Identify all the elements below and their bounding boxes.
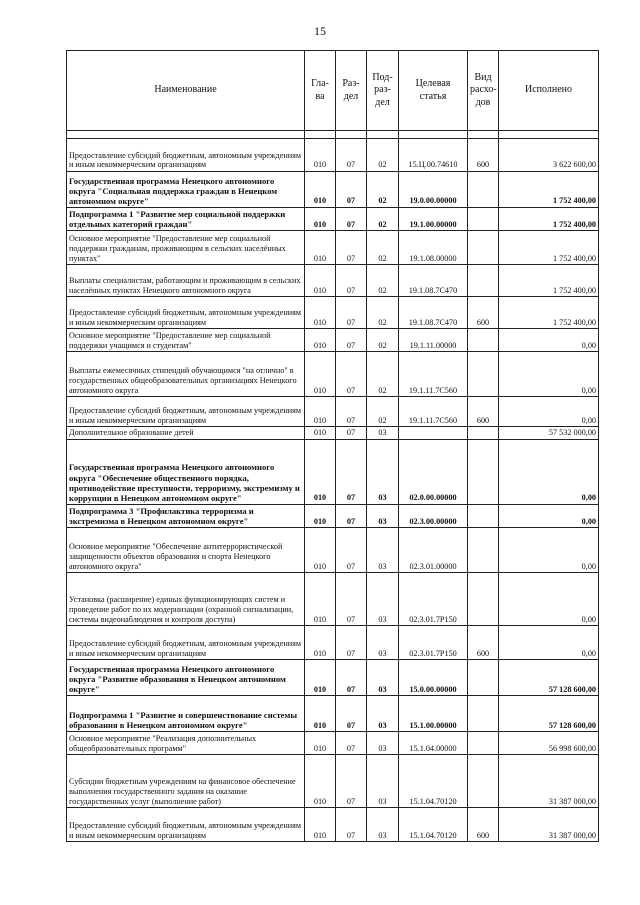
cell-amount: 0,00 <box>499 528 599 573</box>
table-row <box>67 231 599 265</box>
cell-glava: 010 <box>305 352 336 397</box>
cell-vid <box>468 439 499 504</box>
cell-amount: 1 752 400,00 <box>499 265 599 297</box>
cell-amount: 1 752 400,00 <box>499 297 599 329</box>
cell-target: 19.1.11.7С560 <box>399 352 468 397</box>
cell-name: Субсидии бюджетным учреждениям на финансовое обеспечение выполнения государственного задания на оказание государственных услуг (выполнение работ) <box>67 755 305 808</box>
cell-glava: 010 <box>305 626 336 660</box>
cell-amount: 57 128 600,00 <box>499 696 599 732</box>
cell-name: Предоставление субсидий бюджетным, автономным учреждениям и иным некоммерческим организациям <box>67 808 305 842</box>
table-row <box>67 808 599 842</box>
cell-target: 19.1.08.00000 <box>399 231 468 265</box>
table-row <box>67 352 599 397</box>
cell-podrazdel: 02 <box>367 208 399 231</box>
table-row <box>67 626 599 660</box>
cell-razdel: 07 <box>336 696 367 732</box>
cell-name: Государственная программа Ненецкого автономного округа "Обеспечение общественного порядка, противодействие преступности, терроризму, экстремизму и коррупции в Ненецком автономном округе" <box>67 439 305 504</box>
cell-glava: 010 <box>305 208 336 231</box>
cell-amount: 0,00 <box>499 573 599 626</box>
cell-glava: 010 <box>305 573 336 626</box>
cell-vid: 600 <box>468 297 499 329</box>
cell-vid: 600 <box>468 626 499 660</box>
cell-glava: 010 <box>305 660 336 696</box>
cell-target: 15.1.00.00000 <box>399 696 468 732</box>
cell-glava: 010 <box>305 172 336 208</box>
table-row <box>67 139 599 172</box>
cell-target: 15.0.00.00000 <box>399 660 468 696</box>
cell-podrazdel: 02 <box>367 329 399 352</box>
table-header-row <box>67 51 599 131</box>
cell-target: 02.3.01.7Р150 <box>399 573 468 626</box>
table-row <box>67 696 599 732</box>
cell-target: 15.1.04.70120 <box>399 755 468 808</box>
cell-vid <box>468 696 499 732</box>
cell-podrazdel: 02 <box>367 139 399 172</box>
cell-podrazdel: 02 <box>367 172 399 208</box>
spacer-cell <box>468 131 499 139</box>
cell-amount: 0,00 <box>499 504 599 527</box>
cell-podrazdel: 03 <box>367 528 399 573</box>
table-row <box>67 297 599 329</box>
cell-podrazdel: 03 <box>367 696 399 732</box>
cell-target: 19.1.11.7С560 <box>399 397 468 427</box>
table-row <box>67 172 599 208</box>
header-podrazdel: Под- раз- дел <box>367 51 399 131</box>
cell-podrazdel: 03 <box>367 732 399 755</box>
cell-name: Выплаты специалистам, работающим и проживающим в сельских населённых пунктах Ненецкого автономного округа <box>67 265 305 297</box>
cell-glava: 010 <box>305 696 336 732</box>
cell-razdel: 07 <box>336 660 367 696</box>
cell-name: Предоставление субсидий бюджетным, автономным учреждениям и иным некоммерческим организациям <box>67 397 305 427</box>
cell-target: 19.0.00.00000 <box>399 172 468 208</box>
cell-amount: 0,00 <box>499 352 599 397</box>
cell-razdel: 07 <box>336 439 367 504</box>
cell-name: Установка (расширение) единых функционирующих систем и проведение работ по их модернизации (охранной сигнализации, системы видеонаблюдения и контроля доступа) <box>67 573 305 626</box>
cell-amount: 31 387 000,00 <box>499 808 599 842</box>
cell-glava: 010 <box>305 755 336 808</box>
cell-vid <box>468 660 499 696</box>
cell-vid <box>468 172 499 208</box>
cell-razdel: 07 <box>336 297 367 329</box>
cell-amount: 31 387 000,00 <box>499 755 599 808</box>
cell-vid: 600 <box>468 397 499 427</box>
cell-podrazdel: 03 <box>367 439 399 504</box>
header-target: Целевая статья <box>399 51 468 131</box>
cell-amount: 0,00 <box>499 626 599 660</box>
cell-name: Предоставление субсидий бюджетным, автономным учреждениям и иным некоммерческим организациям <box>67 626 305 660</box>
cell-razdel: 07 <box>336 208 367 231</box>
cell-vid <box>468 231 499 265</box>
spacer-cell <box>499 131 599 139</box>
cell-glava: 010 <box>305 231 336 265</box>
cell-target: 19.1.08.7С470 <box>399 297 468 329</box>
cell-razdel: 07 <box>336 573 367 626</box>
cell-amount: 0,00 <box>499 329 599 352</box>
cell-glava: 010 <box>305 504 336 527</box>
cell-name: Подпрограмма 3 "Профилактика терроризма и экстремизма в Ненецком автономном округе" <box>67 504 305 527</box>
cell-amount: 1 752 400,00 <box>499 231 599 265</box>
cell-podrazdel: 02 <box>367 231 399 265</box>
table-row <box>67 504 599 527</box>
cell-razdel: 07 <box>336 427 367 440</box>
cell-amount: 57 532 000,00 <box>499 427 599 440</box>
cell-podrazdel: 02 <box>367 265 399 297</box>
cell-target: 02.3.01.7Р150 <box>399 626 468 660</box>
cell-podrazdel: 02 <box>367 397 399 427</box>
cell-name: Подпрограмма 1 "Развитие мер социальной поддержки отдельных категорий граждан" <box>67 208 305 231</box>
cell-podrazdel: 03 <box>367 626 399 660</box>
cell-glava: 010 <box>305 265 336 297</box>
cell-target <box>399 427 468 440</box>
cell-name: Государственная программа Ненецкого автономного округа "Социальная поддержка граждан в Ненецком автономном округе" <box>67 172 305 208</box>
cell-podrazdel: 02 <box>367 297 399 329</box>
cell-vid <box>468 504 499 527</box>
cell-name: Предоставление субсидий бюджетным, автономным учреждениям и иным некоммерческим организациям <box>67 297 305 329</box>
cell-glava: 010 <box>305 439 336 504</box>
cell-podrazdel: 02 <box>367 352 399 397</box>
spacer-cell <box>305 131 336 139</box>
spacer-cell <box>399 131 468 139</box>
table-row <box>67 439 599 504</box>
cell-razdel: 07 <box>336 172 367 208</box>
cell-razdel: 07 <box>336 139 367 172</box>
table-row <box>67 427 599 440</box>
table-row <box>67 208 599 231</box>
table-row <box>67 755 599 808</box>
header-razdel: Раз- дел <box>336 51 367 131</box>
cell-glava: 010 <box>305 732 336 755</box>
table-row <box>67 265 599 297</box>
cell-name: Предоставление субсидий бюджетным, автономным учреждениям и иным некоммерческим организациям <box>67 139 305 172</box>
header-name: Наименование <box>67 51 305 131</box>
cell-name: Основное мероприятие "Предоставление мер социальной поддержки учащимся и студентам" <box>67 329 305 352</box>
cell-vid <box>468 732 499 755</box>
cell-vid <box>468 352 499 397</box>
cell-name: Основное мероприятие "Реализация дополнительных общеобразовательных программ" <box>67 732 305 755</box>
cell-razdel: 07 <box>336 352 367 397</box>
cell-razdel: 07 <box>336 755 367 808</box>
table-row <box>67 528 599 573</box>
cell-target: 02.3.00.00000 <box>399 504 468 527</box>
header-spacer-row <box>67 131 599 139</box>
cell-vid <box>468 528 499 573</box>
cell-podrazdel: 03 <box>367 755 399 808</box>
cell-razdel: 07 <box>336 504 367 527</box>
cell-podrazdel: 03 <box>367 504 399 527</box>
cell-razdel: 07 <box>336 231 367 265</box>
cell-name: Основное мероприятие "Обеспечение антитеррористической защищенности объектов образования и спорта Ненецкого автономного округа" <box>67 528 305 573</box>
cell-glava: 010 <box>305 808 336 842</box>
table-row <box>67 573 599 626</box>
table-row <box>67 329 599 352</box>
cell-vid <box>468 755 499 808</box>
cell-target: 19.1.00.00000 <box>399 208 468 231</box>
cell-razdel: 07 <box>336 528 367 573</box>
cell-amount: 57 128 600,00 <box>499 660 599 696</box>
cell-razdel: 07 <box>336 626 367 660</box>
page-number: 15 <box>314 24 326 38</box>
cell-vid <box>468 427 499 440</box>
cell-razdel: 07 <box>336 265 367 297</box>
header-glava: Гла- ва <box>305 51 336 131</box>
cell-target: 19.1.08.7С470 <box>399 265 468 297</box>
table-row <box>67 732 599 755</box>
spacer-cell <box>367 131 399 139</box>
cell-glava: 010 <box>305 329 336 352</box>
cell-target: 02.3.01.00000 <box>399 528 468 573</box>
cell-podrazdel: 03 <box>367 427 399 440</box>
cell-name: Государственная программа Ненецкого автономного округа "Развитие образования в Ненецком автономном округе" <box>67 660 305 696</box>
cell-podrazdel: 03 <box>367 573 399 626</box>
cell-vid: 600 <box>468 139 499 172</box>
spacer-cell <box>67 131 305 139</box>
cell-razdel: 07 <box>336 732 367 755</box>
cell-amount: 0,00 <box>499 439 599 504</box>
budget-table <box>66 50 599 842</box>
cell-target: 19.1.11.00000 <box>399 329 468 352</box>
cell-razdel: 07 <box>336 808 367 842</box>
cell-vid <box>468 208 499 231</box>
table-body <box>67 139 599 842</box>
cell-vid: 600 <box>468 808 499 842</box>
table-row <box>67 660 599 696</box>
cell-name: Подпрограмма 1 "Развитие и совершенствование системы образования в Ненецком автономном округе" <box>67 696 305 732</box>
cell-amount: 1 752 400,00 <box>499 172 599 208</box>
header-executed: Исполнено <box>499 51 599 131</box>
cell-glava: 010 <box>305 297 336 329</box>
cell-razdel: 07 <box>336 397 367 427</box>
cell-glava: 010 <box>305 397 336 427</box>
cell-vid <box>468 265 499 297</box>
cell-name: Основное мероприятие "Предоставление мер социальной поддержки гражданам, проживающим в сельских населённых пунктах" <box>67 231 305 265</box>
cell-target: 15.Ц.00.74610 <box>399 139 468 172</box>
cell-name: Выплаты ежемесячных стипендий обучающимся "на отлично" в государственных общеобразовательных организациях Ненецкого автономного округа <box>67 352 305 397</box>
cell-amount: 0,00 <box>499 397 599 427</box>
cell-target: 15.1.04.00000 <box>399 732 468 755</box>
cell-vid <box>468 573 499 626</box>
cell-glava: 010 <box>305 528 336 573</box>
cell-amount: 1 752 400,00 <box>499 208 599 231</box>
cell-podrazdel: 03 <box>367 808 399 842</box>
spacer-cell <box>336 131 367 139</box>
cell-vid <box>468 329 499 352</box>
cell-target: 02.0.00.00000 <box>399 439 468 504</box>
cell-amount: 56 998 600,00 <box>499 732 599 755</box>
cell-target: 15.1.04.70120 <box>399 808 468 842</box>
cell-razdel: 07 <box>336 329 367 352</box>
header-vid: Вид расхо- дов <box>468 51 499 131</box>
cell-glava: 010 <box>305 427 336 440</box>
cell-podrazdel: 03 <box>367 660 399 696</box>
cell-name: Дополнительное образование детей <box>67 427 305 440</box>
cell-amount: 3 622 600,00 <box>499 139 599 172</box>
cell-glava: 010 <box>305 139 336 172</box>
table-row <box>67 397 599 427</box>
